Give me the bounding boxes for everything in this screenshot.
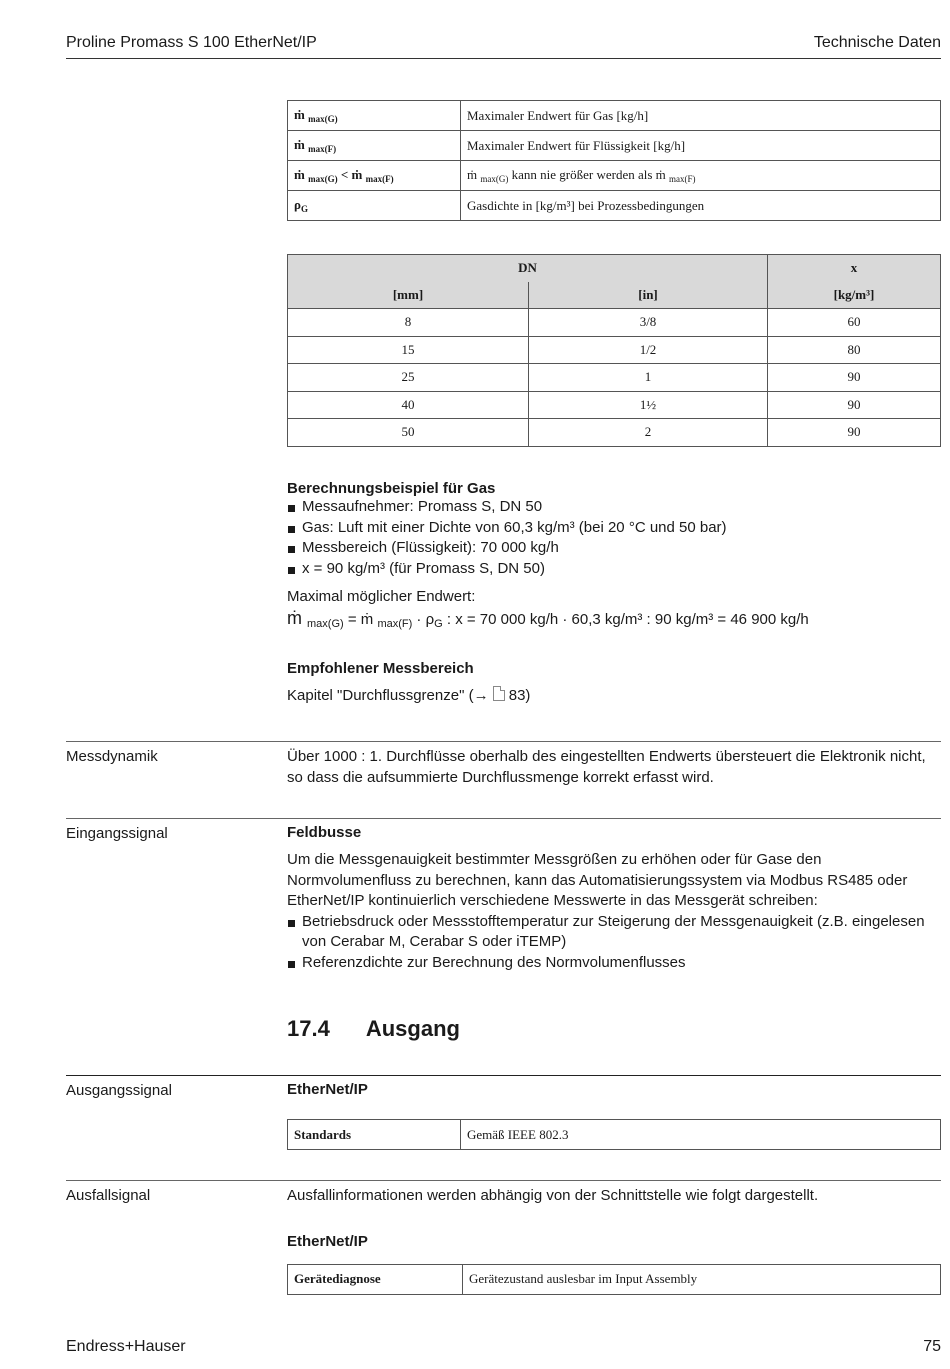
section-title: Ausgang xyxy=(365,1016,460,1041)
table-header-row xyxy=(288,255,941,282)
ausgang-value: Gemäß IEEE 802.3 xyxy=(461,1120,941,1150)
recommended-title: Empfohlener Messbereich xyxy=(287,660,474,677)
formula-subscript: max(F) xyxy=(377,617,413,630)
example-section xyxy=(287,480,941,634)
section-number: 17.4 xyxy=(287,1016,330,1041)
footer-company: Endress+Hauser xyxy=(66,1338,186,1355)
example-title: Berechnungsbeispiel für Gas xyxy=(287,480,496,497)
symbol-subscript: max(G) xyxy=(308,174,338,184)
symbol-glyph: ṁ xyxy=(294,107,305,122)
header-rule xyxy=(66,58,941,59)
symbol-glyph: ρ xyxy=(294,197,301,212)
section-rule xyxy=(66,741,941,742)
page-number: 75 xyxy=(923,1338,941,1355)
symbols-table xyxy=(287,100,941,221)
list-item: Messaufnehmer: Promass S, DN 50 xyxy=(287,497,941,518)
ausgang-section xyxy=(287,1081,941,1150)
section-rule xyxy=(66,818,941,819)
desc-symbol: ṁ xyxy=(655,167,670,182)
header-chapter: Technische Daten xyxy=(813,34,941,51)
col-in-header: [in] xyxy=(529,282,768,309)
messdynamik-text: Über 1000 : 1. Durchflüsse oberhalb des eingestellten Endwerts übersteuert die Elektronik nicht, so dass die aufsummierte Durchflussmenge korrekt erfasst wird. xyxy=(287,748,926,786)
list-item: x = 90 kg/m³ (für Promass S, DN 50) xyxy=(287,559,941,580)
formula-symbol: ṁ xyxy=(287,607,307,628)
table-row xyxy=(288,1120,941,1150)
recommended-suffix: ) xyxy=(525,687,531,704)
symbol-subscript: max(F) xyxy=(365,174,394,184)
dn-in-cell: 1/2 xyxy=(529,336,768,364)
dn-group-header: DN xyxy=(288,255,768,282)
section-heading xyxy=(287,1016,941,1042)
symbol-desc: Maximaler Endwert für Gas [kg/h] xyxy=(461,101,941,131)
symbol-cell xyxy=(288,191,461,221)
table-row xyxy=(288,336,941,364)
symbols-table-wrap xyxy=(287,100,941,221)
dn-in-cell: 1½ xyxy=(529,391,768,419)
dn-mm-cell: 25 xyxy=(288,364,529,392)
symbol-glyph: ṁ xyxy=(294,167,305,182)
ausfall-title: EtherNet/IP xyxy=(287,1232,368,1250)
symbol-cell xyxy=(288,101,461,131)
ausgang-label: Ausgangssignal xyxy=(66,1082,172,1099)
dn-x-cell: 90 xyxy=(768,391,941,419)
ausfall-key: Gerätediagnose xyxy=(288,1264,463,1294)
eingang-bullets xyxy=(287,912,941,974)
recommended-text xyxy=(287,686,941,707)
formula-subscript: max(G) xyxy=(307,617,344,630)
formula-eq: = ṁ xyxy=(343,610,378,628)
table-header-row xyxy=(288,282,941,309)
table-row xyxy=(288,419,941,447)
page-ref-link[interactable]: 83 xyxy=(508,687,526,704)
ausgang-title: EtherNet/IP xyxy=(287,1081,368,1098)
desc-subscript: max(G) xyxy=(480,174,509,184)
symbol-desc: Maximaler Endwert für Flüssigkeit [kg/h] xyxy=(461,131,941,161)
ausfall-section xyxy=(287,1186,941,1295)
max-label: Maximal möglicher Endwert: xyxy=(287,588,476,605)
symbol-subscript: G xyxy=(300,204,308,214)
symbol-subscript: max(F) xyxy=(308,144,337,154)
dn-table-wrap xyxy=(287,254,941,447)
dn-x-cell: 80 xyxy=(768,336,941,364)
col-x-header: [kg/m³] xyxy=(768,282,941,309)
recommended-section xyxy=(287,660,941,707)
ausfall-table xyxy=(287,1264,941,1295)
table-row xyxy=(288,309,941,337)
ausfall-text: Ausfallinformationen werden abhängig von der Schnittstelle wie folgt dargestellt. xyxy=(287,1187,819,1204)
dn-mm-cell: 50 xyxy=(288,419,529,447)
symbol-subscript: max(G) xyxy=(308,114,338,124)
desc-text: kann nie größer werden als xyxy=(508,167,656,182)
symbol-desc xyxy=(461,161,941,191)
dn-mm-cell: 8 xyxy=(288,309,529,337)
messdynamik-label: Messdynamik xyxy=(66,748,158,765)
symbol-cell xyxy=(288,161,461,191)
header-title: Proline Promass S 100 EtherNet/IP xyxy=(66,34,317,51)
table-row xyxy=(288,161,941,191)
recommended-prefix: Kapitel "Durchflussgrenze" (→ xyxy=(287,687,493,704)
section-rule xyxy=(66,1075,941,1076)
eingang-text: Um die Messgenauigkeit bestimmter Messgrößen zu erhöhen oder für Gase den Normvolumenfluss zu berechnen, kann das Automatisierungssystem via Modbus RS485 oder EtherNet/IP kontinuierlich verschiedene Messwerte in das Messgerät schreiben: xyxy=(287,851,908,909)
ausgang-key: Standards xyxy=(288,1120,461,1150)
table-row xyxy=(288,364,941,392)
dn-x-cell: 90 xyxy=(768,419,941,447)
table-row xyxy=(288,1264,941,1294)
formula-subscript: G xyxy=(434,617,443,630)
dn-in-cell: 1 xyxy=(529,364,768,392)
eingang-section xyxy=(287,824,941,973)
section-rule xyxy=(66,1180,941,1181)
list-item: Messbereich (Flüssigkeit): 70 000 kg/h xyxy=(287,538,941,559)
symbol-glyph: ṁ xyxy=(351,167,363,182)
formula xyxy=(287,608,941,635)
list-item: Gas: Luft mit einer Dichte von 60,3 kg/m³ (bei 20 °C und 50 bar) xyxy=(287,518,941,539)
eingang-label: Eingangssignal xyxy=(66,825,168,842)
ausfall-value: Gerätezustand auslesbar im Input Assembly xyxy=(463,1264,941,1294)
dn-in-cell: 3/8 xyxy=(529,309,768,337)
symbol-cell xyxy=(288,131,461,161)
eingang-title: Feldbusse xyxy=(287,824,362,841)
table-row xyxy=(288,191,941,221)
desc-subscript: max(F) xyxy=(669,174,696,184)
col-mm-header: [mm] xyxy=(288,282,529,309)
example-bullets xyxy=(287,497,941,579)
table-row xyxy=(288,131,941,161)
dn-in-cell: 2 xyxy=(529,419,768,447)
table-row xyxy=(288,101,941,131)
list-item: Referenzdichte zur Berechnung des Normvolumenflusses xyxy=(287,953,941,974)
page-icon xyxy=(493,686,505,701)
dn-mm-cell: 15 xyxy=(288,336,529,364)
dn-x-cell: 90 xyxy=(768,364,941,392)
dn-x-cell: 60 xyxy=(768,309,941,337)
symbol-operator: < xyxy=(337,167,352,182)
desc-symbol: ṁ xyxy=(467,167,481,182)
dn-table xyxy=(287,254,941,447)
list-item: Betriebsdruck oder Messstofftemperatur zur Steigerung der Messgenauigkeit (z.B. eingelesen von Cerabar M, Cerabar S oder iTEMP) xyxy=(287,912,941,953)
formula-rest: : x = 70 000 kg/h · 60,3 kg/m³ : 90 kg/m³ = 46 900 kg/h xyxy=(442,610,809,628)
formula-rho: · ρ xyxy=(412,610,435,628)
ausfall-label: Ausfallsignal xyxy=(66,1187,151,1204)
symbol-desc: Gasdichte in [kg/m³] bei Prozessbedingungen xyxy=(461,191,941,221)
x-header: x xyxy=(768,255,941,282)
symbol-glyph: ṁ xyxy=(294,137,305,152)
table-row xyxy=(288,391,941,419)
ausgang-table xyxy=(287,1119,941,1150)
dn-mm-cell: 40 xyxy=(288,391,529,419)
